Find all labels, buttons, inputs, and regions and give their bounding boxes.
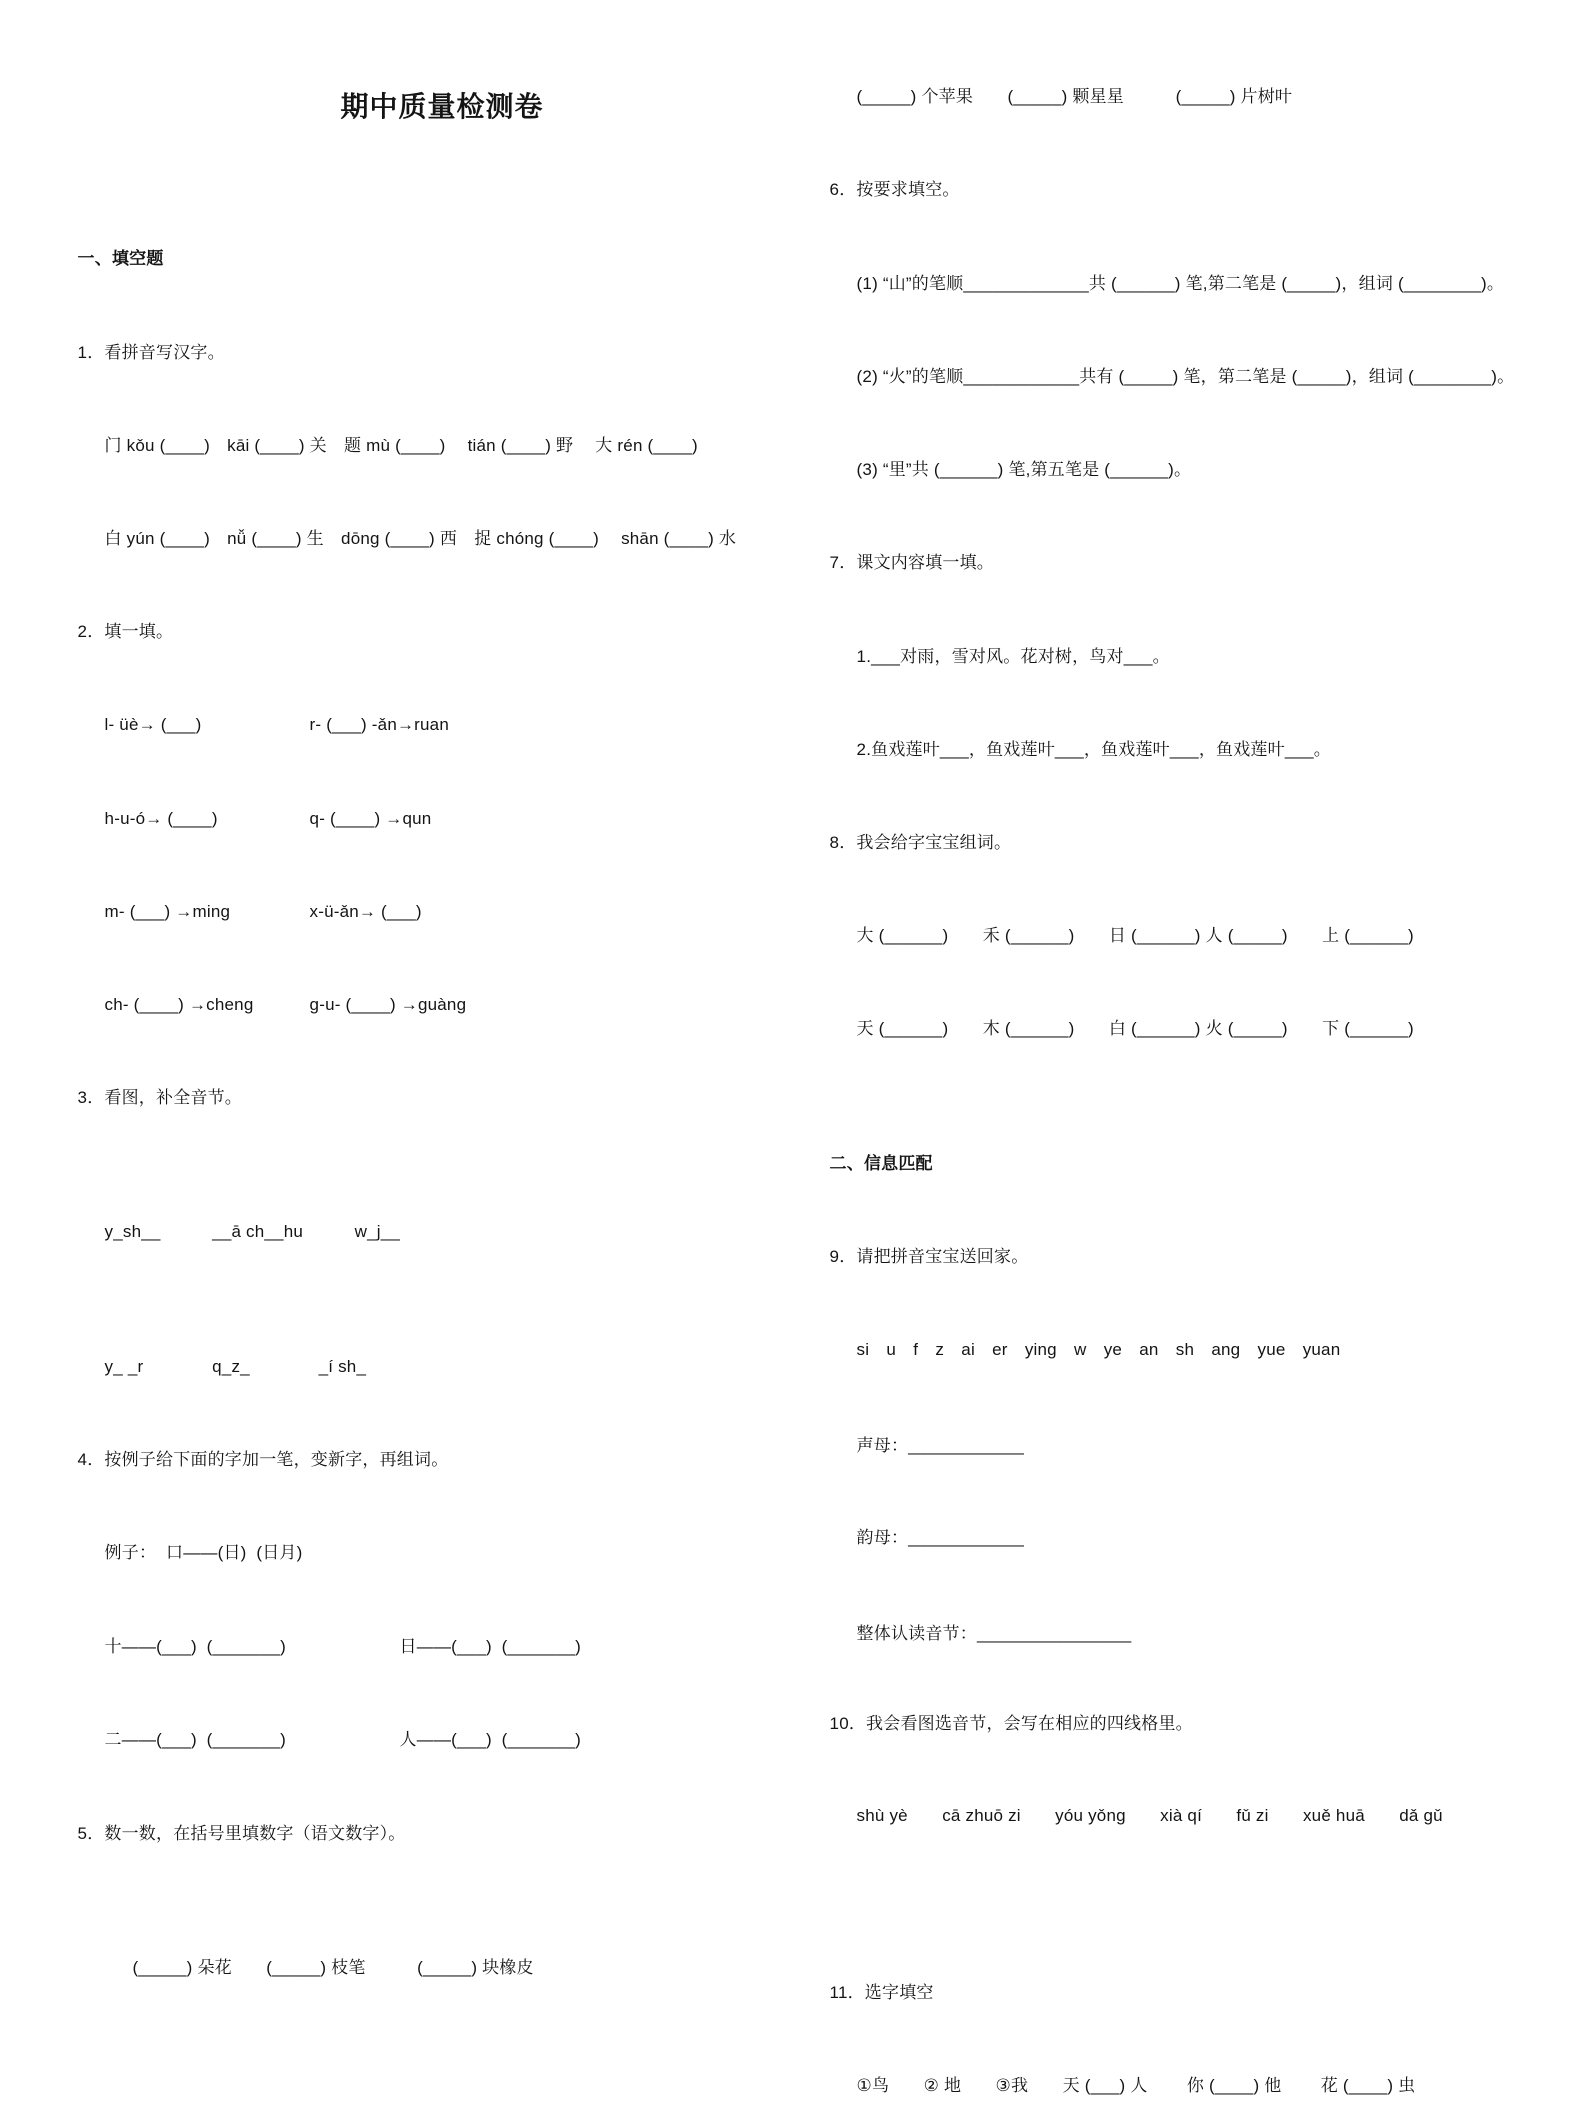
q4-label: 4．按例子给下面的字加一笔，变新字，再组词。 <box>77 1450 449 1469</box>
q10-label: 10．我会看图选音节，会写在相应的四线格里。 <box>829 1714 1193 1733</box>
q8-row-1: 大 (______) 禾 (______) 日 (______) 人 (_____) 上 (______) <box>856 926 1414 945</box>
q1-label: 1．看拼音写汉字。 <box>77 343 225 362</box>
exam-title <box>48 48 788 168</box>
q6-item-3: (3) “里”共 (______) 笔,第五笔是 (______)。 <box>856 460 1192 479</box>
q2-row-3: m- (___) →ming x-ü-ǎn→ (___) <box>104 902 422 921</box>
q4-example: 例子： 口——(日) (日月) <box>104 1543 303 1562</box>
q7-line-1: 1.___对雨，雪对风。花对树，鸟对___。 <box>856 647 1170 666</box>
q5-count-items-row-2: (_____) 个苹果 (_____) 颗星星 (_____) 片树叶 <box>856 87 1293 106</box>
q6-item-1: (1) “山”的笔顺_____________共 (______) 笔,第二笔是 (_____)，组词 (________)。 <box>856 274 1505 293</box>
right-column <box>800 0 1575 2125</box>
q2-row-1: l- üè→ (___) r- (___) -ǎn→ruan <box>104 715 449 734</box>
q3-syllable-row-1: y_sh__ __ā ch__hu w_j__ <box>104 1222 401 1241</box>
q9-label: 9．请把拼音宝宝送回家。 <box>829 1247 1029 1266</box>
q2-row-2: h-u-ó→ (____) q- (____) →qun <box>104 809 432 828</box>
q4-row-1: 十——(___) (_______) 日——(___) (_______) <box>104 1637 581 1656</box>
q1-pinyin-row-2: 白 yún (____) nǚ (____) 生 dōng (____) 西 捉 chóng (____) shān (____) 水 <box>104 529 737 548</box>
q7-line-2: 2.鱼戏莲叶___，鱼戏莲叶___，鱼戏莲叶___，鱼戏莲叶___。 <box>856 740 1331 759</box>
q11-choices-row: ①鸟 ② 地 ③我 天 (___) 人 你 (____) 他 花 (____) 虫 <box>856 2076 1416 2095</box>
q2-row-4: ch- (____) →cheng g-u- (____) →guàng <box>104 995 467 1014</box>
q11-label: 11．选字填空 <box>829 1983 934 2002</box>
q8-label: 8．我会给字宝宝组词。 <box>829 833 1012 852</box>
q3-syllable-row-2: y_ _r q_z_ _í sh_ <box>104 1357 367 1376</box>
q7-label: 7．课文内容填一填。 <box>829 553 995 572</box>
exam-title-text: 期中质量检测卷 <box>340 92 544 123</box>
q10-pinyin-row: shù yè cā zhuō zi yóu yǒng xià qí fǔ zi xuě huā dǎ gǔ <box>856 1806 1443 1825</box>
q5-count-items-row-1: (_____) 朵花 (_____) 枝笔 (_____) 块橡皮 <box>132 1958 534 1977</box>
q1-pinyin-row-1: 门 kǒu (____) kāi (____) 关 题 mù (____) tián (____) 野 大 rén (____) <box>104 436 698 455</box>
q6-label: 6．按要求填空。 <box>829 180 960 199</box>
q9-pinyin-pool: si u f z ai er ying w ye an sh ang yue yuan <box>856 1340 1341 1359</box>
q2-label: 2．填一填。 <box>77 622 174 641</box>
q4-row-2: 二——(___) (_______) 人——(___) (_______) <box>104 1730 581 1749</box>
q9-initials-blank: 声母：____________ <box>856 1436 1025 1455</box>
q8-row-2: 天 (______) 木 (______) 白 (______) 火 (_____) 下 (______) <box>856 1019 1414 1038</box>
section-heading-fill-in-blanks: 一、填空题 <box>77 249 164 268</box>
q3-label: 3．看图，补全音节。 <box>77 1088 243 1107</box>
q9-whole-syllables-blank: 整体认读音节：________________ <box>856 1624 1132 1643</box>
q5-label: 5．数一数，在括号里填数字（语文数字）。 <box>77 1824 406 1843</box>
q6-item-2: (2) “火”的笔顺____________共有 (_____) 笔，第二笔是 (_____)，组词 (________)。 <box>856 367 1515 386</box>
left-column <box>48 0 788 2007</box>
q9-finals-blank: 韵母：____________ <box>856 1528 1025 1547</box>
section-heading-info-matching: 二、信息匹配 <box>829 1154 933 1173</box>
